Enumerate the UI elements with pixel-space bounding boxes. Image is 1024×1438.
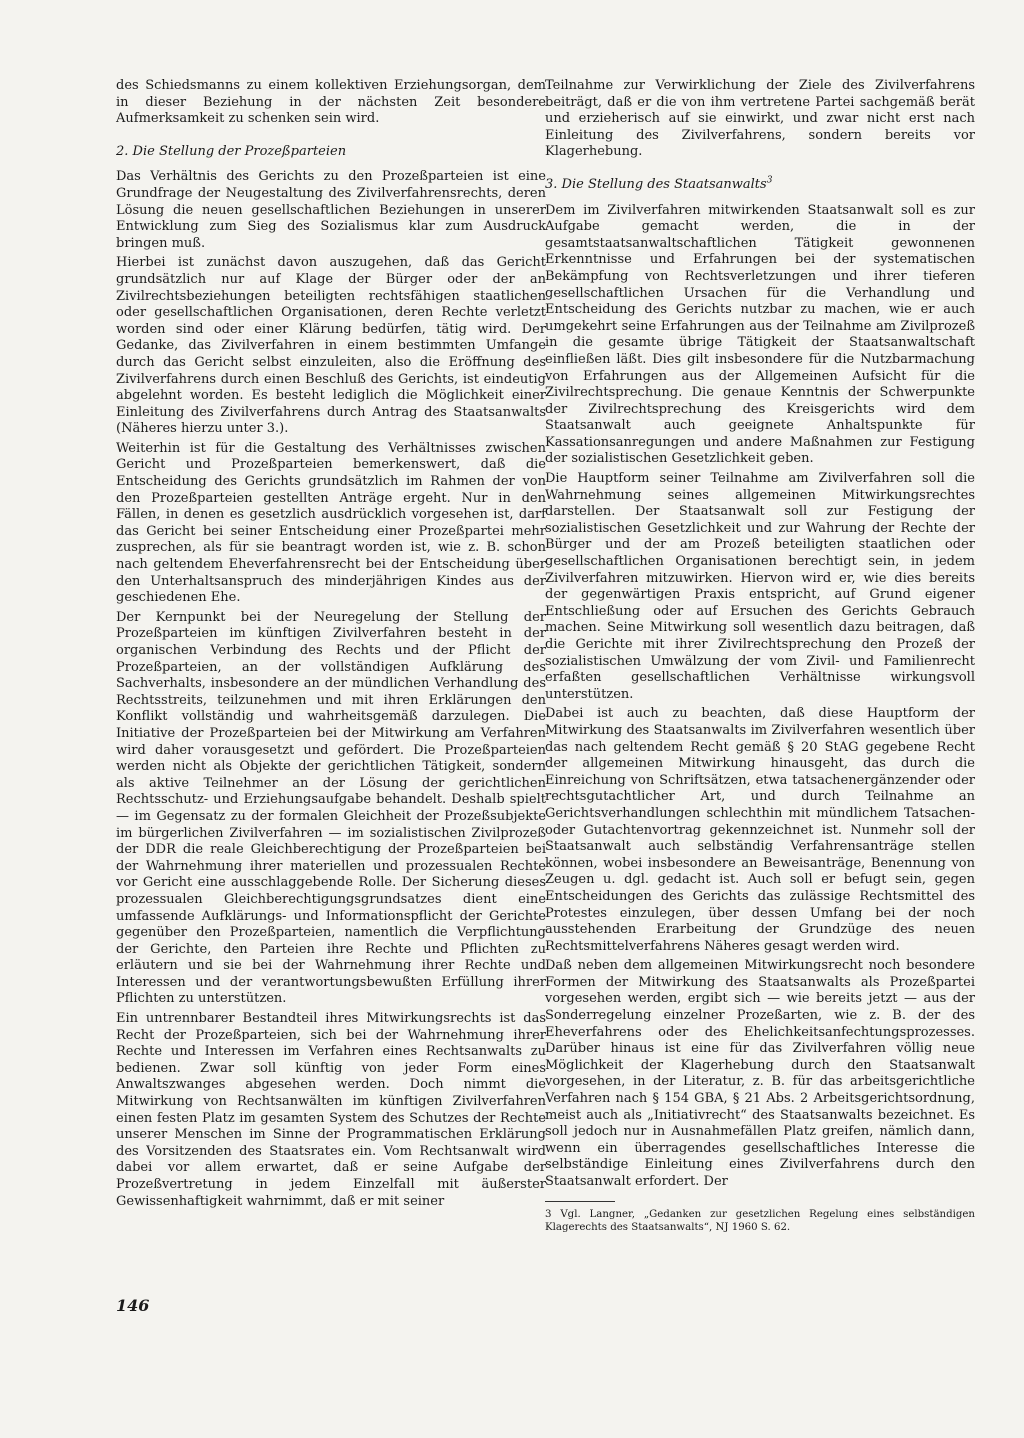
page-number: 146 <box>116 1296 150 1315</box>
paragraph: Hierbei ist zunächst davon auszugehen, daß das Gericht grundsätzlich nur auf Klage der Bürger oder der an Zivilrechtsbeziehungen beteiligten rechtsfähigen staatlichen oder gesellschaftlichen Organisationen, deren Rechte verletzt worden sind oder einer Klärung bedürfen, tätig wird. Der Gedanke, das Zivilverfahren in einem bestimmten Umfange durch das Gericht selbst einzuleiten, also die Eröffnung des Zivilverfahrens durch einen Beschluß des Gerichts, ist eindeutig abgelehnt worden. Es besteht lediglich die Möglichkeit einer Einleitung des Zivilverfahrens durch Antrag des Staatsanwalts (Näheres hierzu unter 3.). <box>116 255 546 437</box>
paragraph: Daß neben dem allgemeinen Mitwirkungsrecht noch besondere Formen der Mitwirkung des Staatsanwalts als Prozeßpartei vorgesehen werden, ergibt sich — wie bereits jetzt — aus der Sonderregelung einzelner Prozeßarten, wie z. B. der des Eheverfahrens oder des Ehelichkeitsanfechtungsprozesses. Darüber hinaus ist eine für das Zivilverfahren völlig neue Möglichkeit der Klagerhebung durch den Staatsanwalt vorgesehen, in der Literatur, z. B. für das arbeitsgerichtliche Verfahren nach § 154 GBA, § 21 Abs. 2 Arbeitsgerichtsordnung, meist auch als „Initiativrecht“ des Staatsanwalts bezeichnet. Es soll jedoch nur in Ausnahmefällen Platz greifen, nämlich dann, wenn ein überragendes gesellschaftliches Interesse die selbständige Einleitung eines Zivilverfahrens durch den Staatsanwalt erfordert. Der <box>545 958 975 1189</box>
footnote-marker: 3 <box>766 175 773 186</box>
left-column <box>116 78 546 1213</box>
right-column <box>545 78 975 1234</box>
section-heading-3 <box>545 177 975 194</box>
footnote-divider <box>545 1201 615 1202</box>
paragraph: Das Verhältnis des Gerichts zu den Prozeßparteien ist eine Grundfrage der Neugestaltung des Zivilverfahrensrechts, deren Lösung die neuen gesellschaftlichen Beziehungen in unserer Entwicklung zum Sieg des Sozialismus klar zum Ausdruck bringen muß. <box>116 169 546 251</box>
paragraph: Teilnahme zur Verwirklichung der Ziele des Zivilverfahrens beiträgt, daß er die von ihm vertretene Partei sachgemäß berät und erzieherisch auf sie einwirkt, und zwar nicht erst nach Einleitung des Zivilverfahrens, sondern bereits vor Klagerhebung. <box>545 78 975 160</box>
section-heading-2: 2. Die Stellung der Prozeßparteien <box>116 143 347 159</box>
paragraph: Ein untrennbarer Bestandteil ihres Mitwirkungsrechts ist das Recht der Prozeßparteien, sich bei der Wahrnehmung ihrer Rechte und Interessen im Verfahren eines Rechtsanwalts zu bedienen. Zwar soll künftig von jeder Form eines Anwaltszwanges abgesehen werden. Doch nimmt die Mitwirkung von Rechtsanwälten im künftigen Zivilverfahren einen festen Platz im gesamten System des Schutzes der Rechte unserer Menschen im Sinne der Programmatischen Erklärung des Vorsitzenden des Staatsrates ein. Vom Rechtsanwalt wird dabei vor allem erwartet, daß er seine Aufgabe der Prozeßvertretung in jedem Einzelfall mit äußerster Gewissenhaftigkeit wahrnimmt, daß er mit seiner <box>116 1011 546 1209</box>
paragraph: Die Hauptform seiner Teilnahme am Zivilverfahren soll die Wahrnehmung seines allgemeinen Mitwirkungsrechtes darstellen. Der Staatsanwalt soll zur Festigung der sozialistischen Gesetzlichkeit und zur Wahrung der Rechte der Bürger und der am Prozeß beteiligten staatlichen oder gesellschaftlichen Organisationen berechtigt sein, in jedem Zivilverfahren mitzuwirken. Hiervon wird er, wie dies bereits der gegenwärtigen Praxis entspricht, auf Grund eigener Entschließung oder auf Ersuchen des Gerichts Gebrauch machen. Seine Mitwirkung soll wesentlich dazu beitragen, daß die Gerichte mit ihrer Zivilrechtsprechung den Prozeß der sozialistischen Umwälzung der vom Zivil- und Familienrecht erfaßten gesellschaftlichen Verhältnisse wirkungsvoll unterstützen. <box>545 471 975 702</box>
paragraph: Der Kernpunkt bei der Neuregelung der Stellung der Prozeßparteien im künftigen Zivilverfahren besteht in der organischen Verbindung des Rechts und der Pflicht der Prozeßparteien, an der vollständigen Aufklärung des Sachverhalts, insbesondere an der mündlichen Verhandlung des Rechtsstreits, teilzunehmen und mit ihren Erklärungen den Konflikt vollständig und wahrheitsgemäß darzulegen. Die Initiative der Prozeßparteien bei der Mitwirkung am Verfahren wird daher vorausgesetzt und gefördert. Die Prozeßparteien werden nicht als Objekte der gerichtlichen Tätigkeit, sondern als aktive Teilnehmer an der Lösung der gerichtlichen Rechtsschutz- und Erziehungsaufgabe behandelt. Deshalb spielt — im Gegensatz zu der formalen Gleichheit der Prozeßsubjekte im bürgerlichen Zivilverfahren — im sozialistischen Zivilprozeß der DDR die reale Gleichberechtigung der Prozeßparteien bei der Wahrnehmung ihrer materiellen und prozessualen Rechte vor Gericht eine ausschlaggebende Rolle. Der Sicherung dieses prozessualen Gleichberechtigungsgrundsatzes dient eine umfassende Aufklärungs- und Informationspflicht der Gerichte gegenüber den Prozeßparteien, namentlich die Verpflichtung der Gerichte, den Parteien ihre Rechte und Pflichten zu erläutern und sie bei der Wahrnehmung ihrer Rechte und Interessen und der verantwortungsbewußten Erfüllung ihrer Pflichten zu unterstützen. <box>116 609 546 1007</box>
paragraph: des Schiedsmanns zu einem kollektiven Erziehungsorgan, dem in dieser Beziehung in der nächsten Zeit besondere Aufmerksamkeit zu schenken sein wird. <box>116 78 546 127</box>
paragraph: Weiterhin ist für die Gestaltung des Verhältnisses zwischen Gericht und Prozeßparteien bemerkenswert, daß die Entscheidung des Gerichts grundsätzlich im Rahmen der von den Prozeßparteien gestellten Anträge ergeht. Nur in den Fällen, in denen es gesetzlich ausdrücklich vorgesehen ist, darf das Gericht bei seiner Entscheidung einer Prozeßpartei mehr zusprechen, als für sie beantragt worden ist, wie z. B. schon nach geltendem Eheverfahrensrecht bei der Entscheidung über den Unterhaltsanspruch des minderjährigen Kindes aus der geschiedenen Ehe. <box>116 440 546 606</box>
footnote: 3 Vgl. Langner, „Gedanken zur gesetzlichen Regelung eines selbständigen Klagerechts des Staatsanwalts“, NJ 1960 S. 62. <box>545 1208 975 1233</box>
paragraph: Dabei ist auch zu beachten, daß diese Hauptform der Mitwirkung des Staatsanwalts im Zivilverfahren wesentlich über das nach geltendem Recht gemäß § 20 StAG gegebene Recht der allgemeinen Mitwirkung hinausgeht, das durch die Einreichung von Schriftsätzen, etwa tatsachenergänzender oder rechtsgutachtlicher Art, und durch Teilnahme an Gerichtsverhandlungen schlechthin mit mündlichem Tatsachen- oder Gutachtenvortrag gekennzeichnet ist. Nunmehr soll der Staatsanwalt auch selbständig Verfahrensanträge stellen können, wobei insbesondere an Beweisanträge, Benennung von Zeugen u. dgl. gedacht ist. Auch soll er befugt sein, gegen Entscheidungen des Gerichts das zulässige Rechtsmittel des Protestes einzulegen, über dessen Umfang bei der noch ausstehenden Erarbeitung der Grundzüge des neuen Rechtsmittelverfahrens Näheres gesagt werden wird. <box>545 706 975 954</box>
paragraph: Dem im Zivilverfahren mitwirkenden Staatsanwalt soll es zur Aufgabe gemacht werden, die in der gesamtstaatsanwaltschaftlichen Tätigkeit gewonnenen Erkenntnisse und Erfahrungen bei der systematischen Bekämpfung von Rechtsverletzungen und ihrer tieferen gesellschaftlichen Ursachen für die Verhandlung und Entscheidung des Gerichts nutzbar zu machen, wie er auch umgekehrt seine Erfahrungen aus der Teilnahme am Zivilprozeß in die gesamte übrige Tätigkeit der Staatsanwaltschaft einfließen läßt. Dies gilt insbesondere für die Nutzbarmachung von Erfahrungen aus der Allgemeinen Aufsicht für die Zivilrechtsprechung. Die genaue Kenntnis der Schwerpunkte der Zivilrechtsprechung des Kreisgerichts wird dem Staatsanwalt auch geeignete Anhaltspunkte für Kassationsanregungen und andere Maßnahmen zur Festigung der sozialistischen Gesetzlichkeit geben. <box>545 202 975 467</box>
heading-text: 3. Die Stellung des Staatsanwalts <box>545 176 767 192</box>
